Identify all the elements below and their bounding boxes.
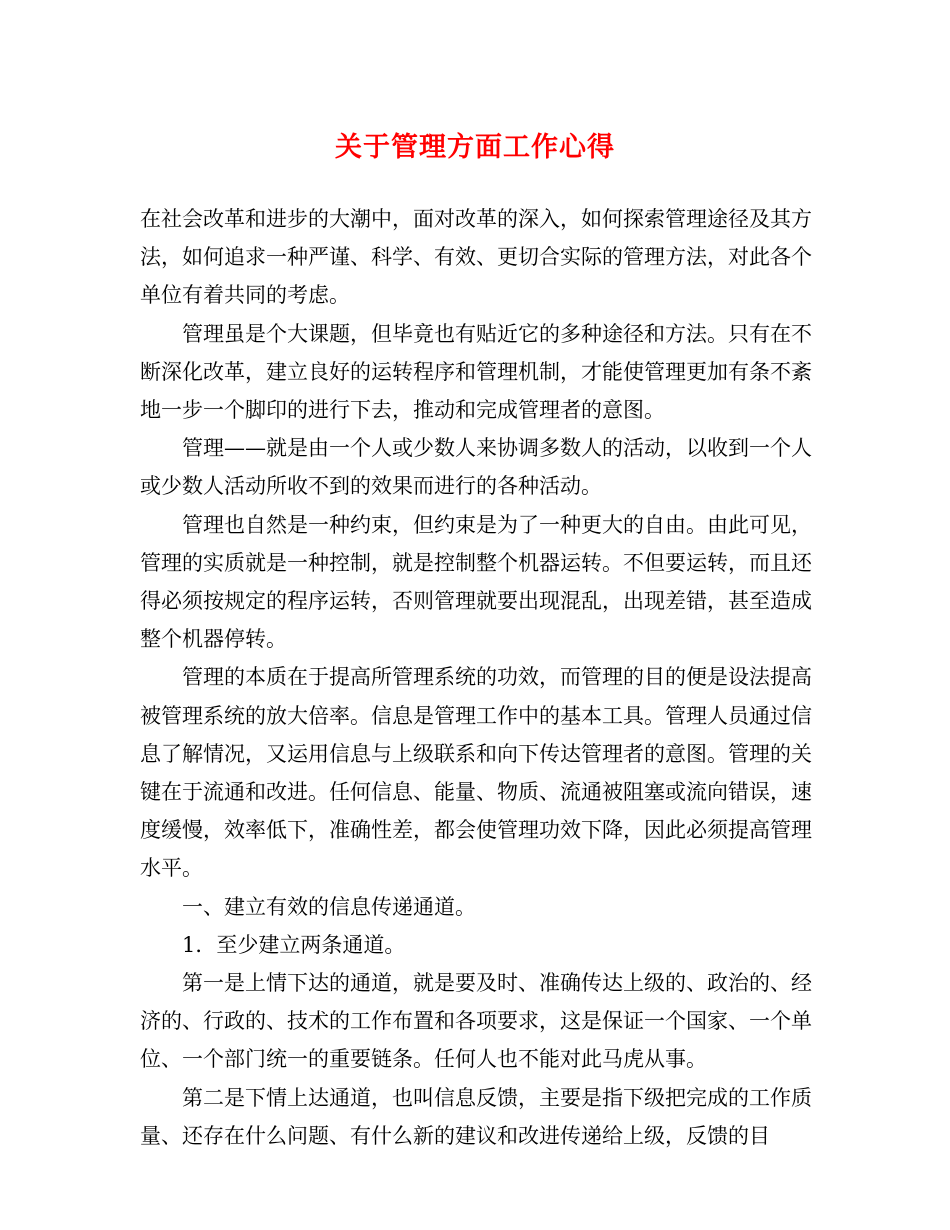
document-body (140, 200, 812, 1155)
subsection-heading: 1．至少建立两条通道。 (182, 932, 406, 957)
section-heading: 一、建立有效的信息传递通道。 (182, 894, 476, 919)
paragraph: 管理——就是由一个人或少数人来协调多数人的活动，以收到一个人或少数人活动所收不到的效果而进行的各种活动。 (140, 436, 812, 499)
document-title: 关于管理方面工作心得 (335, 132, 615, 163)
paragraph: 在社会改革和进步的大潮中，面对改革的深入，如何探索管理途径及其方法，如何追求一种严谨、科学、有效、更切合实际的管理方法，对此各个单位有着共同的考虑。 (140, 207, 812, 308)
paragraph: 第二是下情上达通道，也叫信息反馈，主要是指下级把完成的工作质量、还存在什么问题、有什么新的建议和改进传递给上级，反馈的目 (140, 1085, 812, 1148)
paragraph: 管理的本质在于提高所管理系统的功效，而管理的目的便是设法提高被管理系统的放大倍率。信息是管理工作中的基本工具。管理人员通过信息了解情况，又运用信息与上级联系和向下传达管理者的意图。管理的关键在于流通和改进。任何信息、能量、物质、流通被阻塞或流向错误，速度缓慢，效率低下，准确性差，都会使管理功效下降，因此必须提高管理水平。 (140, 665, 812, 881)
paragraph: 第一是上情下达的通道，就是要及时、准确传达上级的、政治的、经济的、行政的、技术的工作布置和各项要求，这是保证一个国家、一个单位、一个部门统一的重要链条。任何人也不能对此马虎从事。 (140, 971, 812, 1072)
paragraph: 管理虽是个大课题，但毕竟也有贴近它的多种途径和方法。只有在不断深化改革，建立良好的运转程序和管理机制，才能使管理更加有条不紊地一步一个脚印的进行下去，推动和完成管理者的意图。 (140, 321, 812, 423)
paragraph: 管理也自然是一种约束，但约束是为了一种更大的自由。由此可见，管理的实质就是一种控制，就是控制整个机器运转。不但要运转，而且还得必须按规定的程序运转，否则管理就要出现混乱，出现差错，甚至造成整个机器停转。 (140, 512, 812, 652)
